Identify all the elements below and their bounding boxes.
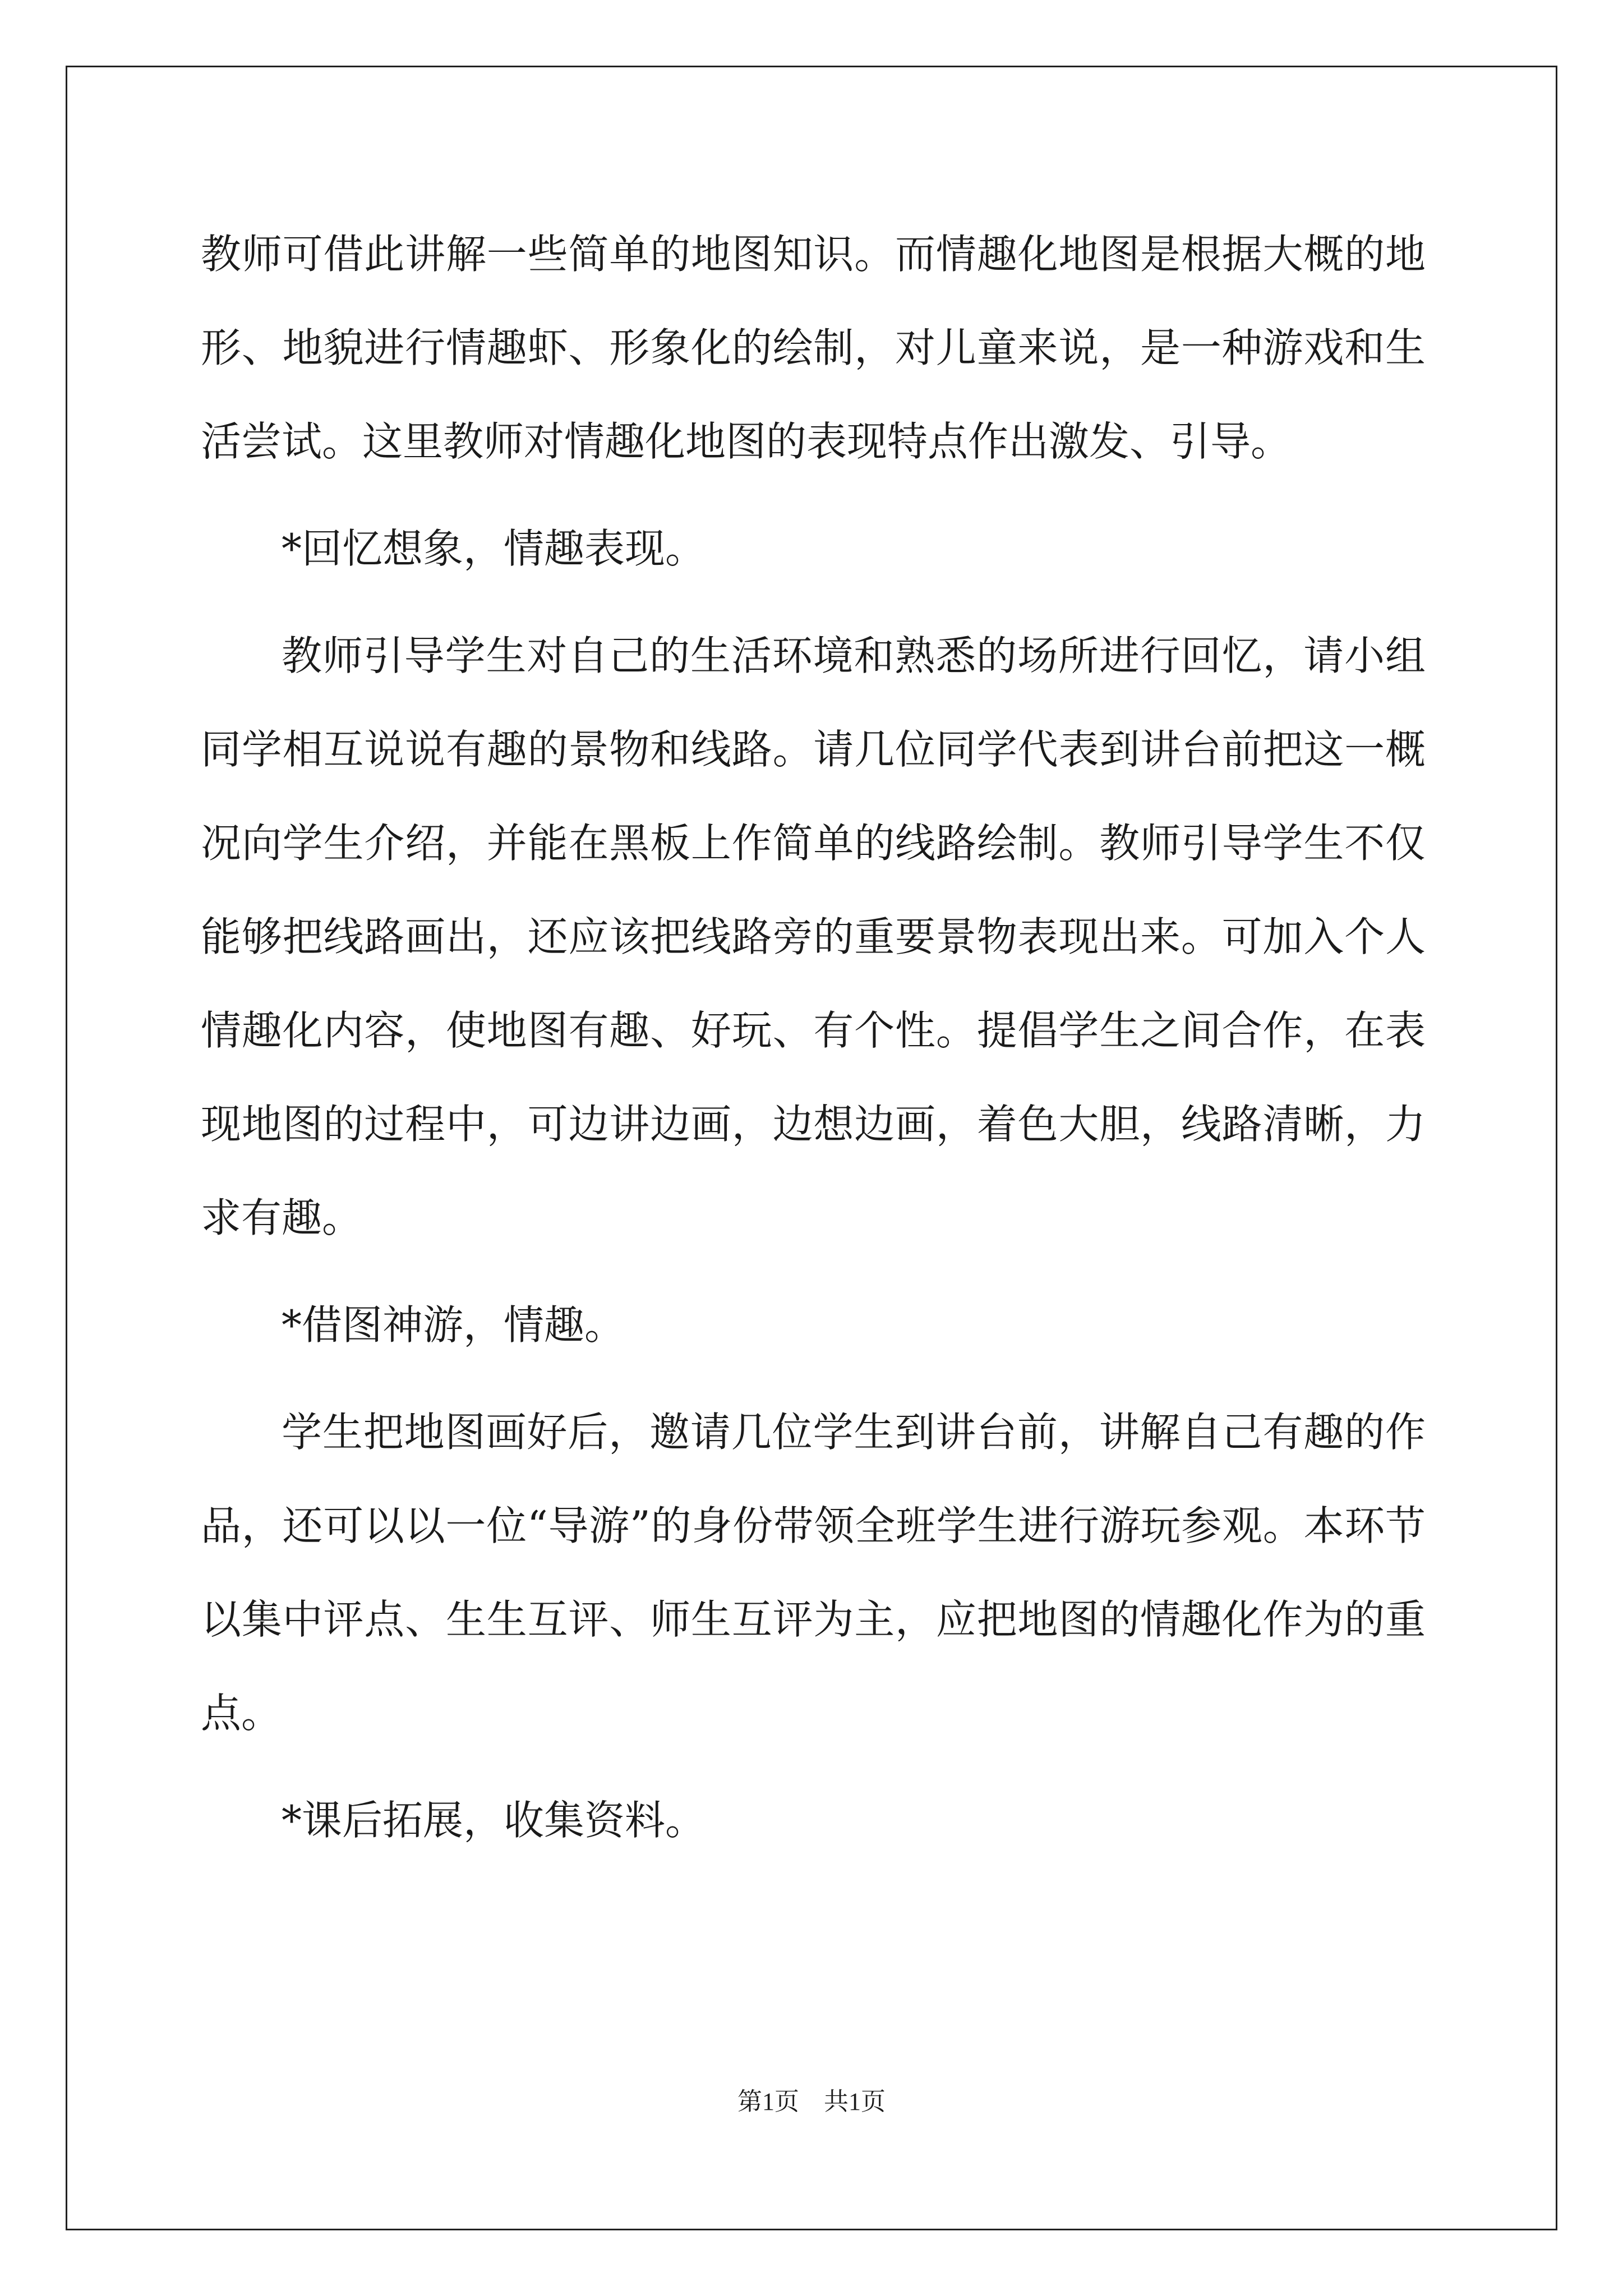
paragraph-intro: 教师可借此讲解一些简单的地图知识。而情趣化地图是根据大概的地形、地貌进行情趣虾、形象化的绘制，对儿童来说，是一种游戏和生活尝试。这里教师对情趣化地图的表现特点作出激发、引导。 [201, 231, 1426, 465]
section-heading-tour: *借图神游，情趣。 [282, 1301, 625, 1349]
section-heading-recall: *回忆想象，情趣表现。 [282, 525, 706, 572]
paragraph-recall: 教师引导学生对自己的生活环境和熟悉的场所进行回忆，请小组同学相互说说有趣的景物和线路。请几位同学代表到讲台前把这一概况向学生介绍，并能在黑板上作简单的线路绘制。教师引导学生不仅能够把线路画出，还应该把线路旁的重要景物表现出来。可加入个人情趣化内容，使地图有趣、好玩、有个性。提倡学生之间合作，在表现地图的过程中，可边讲边画，边想边画，着色大胆，线路清晰，力求有趣。 [201, 632, 1426, 1241]
document-body [201, 208, 1426, 1867]
section-heading-extension: *课后拓展，收集资料。 [282, 1797, 706, 1844]
page-footer: 第1页 共1页 [737, 2088, 886, 2115]
paragraph-tour: 学生把地图画好后，邀请几位学生到讲台前，讲解自己有趣的作品，还可以以一位“导游”的身份带领全班学生进行游玩参观。本环节以集中评点、生生互评、师生互评为主，应把地图的情趣化作为的重点。 [201, 1409, 1426, 1737]
